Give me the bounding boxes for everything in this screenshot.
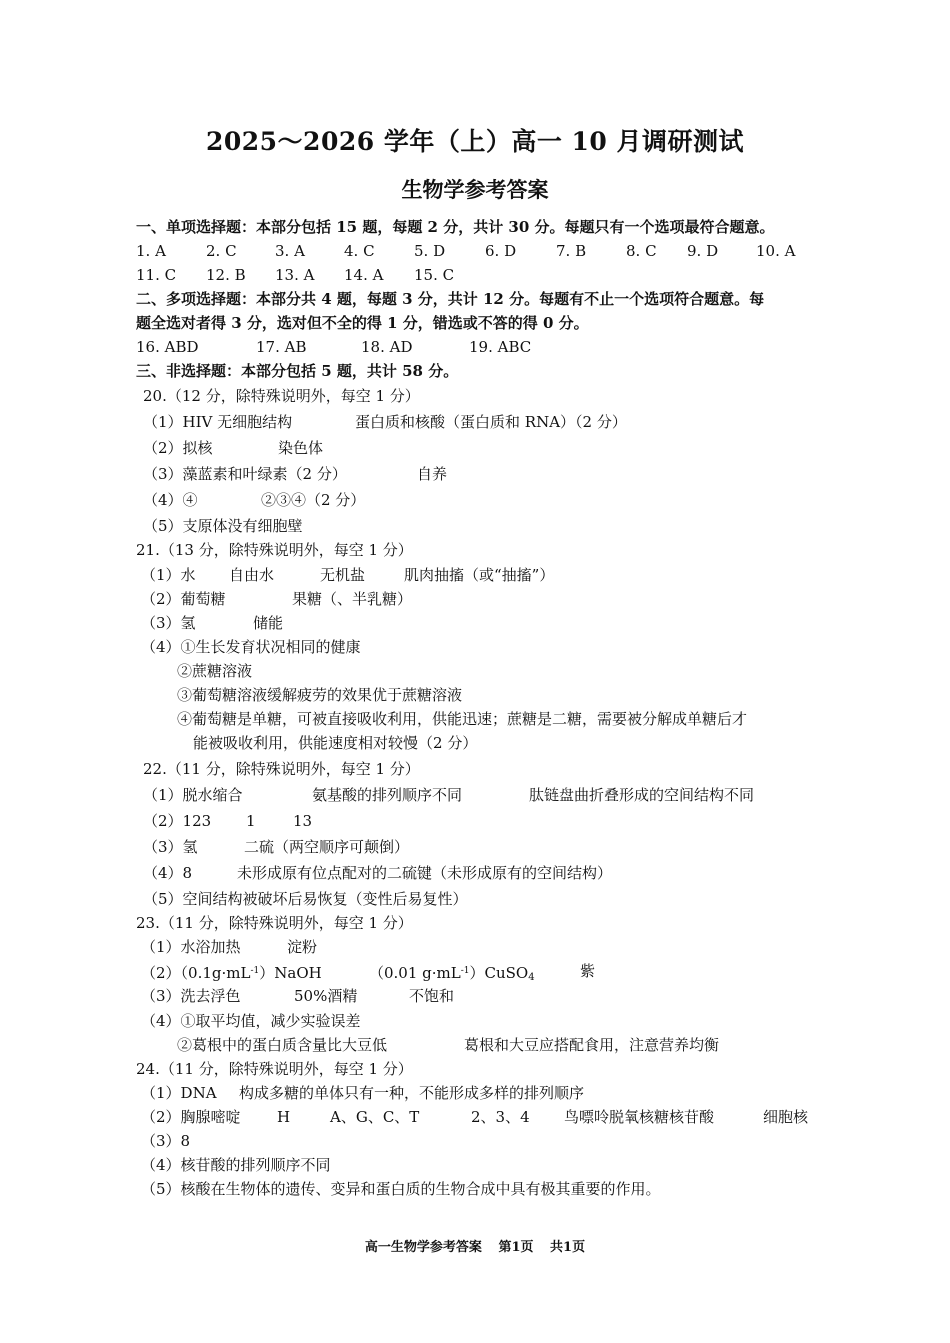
answer-text: （2）拟核: [143, 439, 213, 457]
answer-text: 肌肉抽搐（或“抽搐”）: [404, 566, 555, 584]
answer-text: ）CuSO: [469, 964, 529, 982]
answer-text: 肽链盘曲折叠形成的空间结构不同: [529, 786, 755, 804]
answer-text: 染色体: [278, 439, 324, 457]
answer-text: 二硫（两空顺序可颠倒）: [244, 838, 410, 856]
answer-text: 自由水: [229, 566, 275, 584]
answer-text: 构成多糖的单体只有一种，不能形成多样的排列顺序: [239, 1084, 585, 1102]
section2-header-line2: 题全选对者得 3 分，选对但不全的得 1 分，错选或不答的得 0 分。: [136, 314, 589, 332]
answer-text: （1）水: [141, 566, 196, 584]
q24-line5: （5）核酸在生物体的遗传、变异和蛋白质的生物合成中具有极其重要的作用。: [141, 1180, 661, 1198]
page-title: 2025～2026 学年（上）高一 10 月调研测试: [205, 127, 745, 156]
answer-item: 7. B: [556, 242, 587, 260]
answer-text: 不饱和: [409, 987, 455, 1005]
answer-text: 1: [246, 812, 256, 830]
answer-item: 16. ABD: [136, 338, 199, 356]
answer-item: 4. C: [344, 242, 375, 260]
section3-header: 三、非选择题：本部分包括 5 题，共计 58 分。: [136, 362, 459, 380]
answer-text: A、G、C、T: [330, 1108, 420, 1126]
answer-item: 12. B: [206, 266, 246, 284]
q21-line4d: ④葡萄糖是单糖，可被直接吸收利用，供能迅速；蔗糖是二糖，需要被分解成单糖后才: [177, 710, 748, 728]
q20-header: 20.（12 分，除特殊说明外，每空 1 分）: [143, 387, 420, 405]
answer-item: 9. D: [687, 242, 719, 260]
answer-text: （2）123: [143, 812, 212, 830]
answer-item: 3. A: [275, 242, 305, 260]
answer-text: ②葛根中的蛋白质含量比大豆低: [177, 1036, 388, 1054]
answer-item: 5. D: [414, 242, 446, 260]
q24-line4: （4）核苷酸的排列顺序不同: [141, 1156, 331, 1174]
subscript: 4: [528, 972, 535, 983]
q21-line4b: ②蔗糖溶液: [177, 662, 253, 680]
answer-text: 蛋白质和核酸（蛋白质和 RNA）（2 分）: [355, 413, 627, 431]
answer-item: 8. C: [626, 242, 657, 260]
answer-text: （4）④: [143, 491, 198, 509]
section2-header-line1: 二、多项选择题：本部分共 4 题，每题 3 分，共计 12 分。每题有不止一个选项符合题意。每: [136, 290, 765, 308]
answer-item: 19. ABC: [469, 338, 532, 356]
page-footer: [0, 1236, 950, 1255]
answer-text: H: [277, 1108, 291, 1126]
answer-text: （2）葡萄糖: [141, 590, 226, 608]
q21-header: 21.（13 分，除特殊说明外，每空 1 分）: [136, 541, 413, 559]
answer-text: （3）氢: [143, 838, 198, 856]
cuso4-reagent: [369, 962, 535, 987]
q21-line4a: （4）①生长发育状况相同的健康: [141, 638, 361, 656]
answer-text: 无机盐: [320, 566, 366, 584]
q22-line5: （5）空间结构被破坏后易恢复（变性后易复性）: [143, 890, 468, 908]
footer-page-number: 第1页: [498, 1240, 534, 1255]
answer-item: 6. D: [485, 242, 517, 260]
footer-page-total: 共1页: [550, 1240, 586, 1255]
answer-text: 细胞核: [763, 1108, 809, 1126]
answer-text: 葛根和大豆应搭配食用，注意营养均衡: [464, 1036, 720, 1054]
answer-text: 淀粉: [287, 938, 318, 956]
answer-text: 2、3、4: [471, 1108, 530, 1126]
naoh-reagent: [141, 962, 322, 982]
answer-text: 未形成原有位点配对的二硫键（未形成原有的空间结构）: [237, 864, 613, 882]
q20-line5: （5）支原体没有细胞壁: [143, 517, 303, 535]
answer-text: 储能: [253, 614, 284, 632]
answer-text: （3）氢: [141, 614, 196, 632]
superscript: -1: [250, 966, 260, 976]
answer-text: 氨基酸的排列顺序不同: [312, 786, 463, 804]
answer-item: 11. C: [136, 266, 177, 284]
answer-text: 鸟嘌呤脱氧核糖核苷酸: [564, 1108, 715, 1126]
answer-item: 15. C: [414, 266, 455, 284]
q21-line4c: ③葡萄糖溶液缓解疲劳的效果优于蔗糖溶液: [177, 686, 463, 704]
answer-text: （3）藻蓝素和叶绿素（2 分）: [143, 465, 347, 483]
answer-text: （1）DNA: [141, 1084, 217, 1102]
q21-line4e: 能被吸收利用，供能速度相对较慢（2 分）: [193, 734, 478, 752]
answer-text: ）NaOH: [259, 964, 322, 982]
answer-text: 紫: [580, 962, 596, 980]
answer-item: 1. A: [136, 242, 166, 260]
answer-text: （2）胸腺嘧啶: [141, 1108, 241, 1126]
q22-header: 22.（11 分，除特殊说明外，每空 1 分）: [143, 760, 420, 778]
answer-text: ②③④（2 分）: [261, 491, 366, 509]
q23-header: 23.（11 分，除特殊说明外，每空 1 分）: [136, 914, 413, 932]
answer-text: （1）HIV 无细胞结构: [143, 413, 293, 431]
section1-header: 一、单项选择题：本部分包括 15 题，每题 2 分，共计 30 分。每题只有一个选项最符合题意。: [136, 218, 775, 236]
answer-item: 14. A: [344, 266, 384, 284]
answer-text: （0.01 g·mL: [369, 964, 461, 982]
answer-text: （1）脱水缩合: [143, 786, 243, 804]
answer-text: （2）（0.1g·mL: [141, 964, 251, 982]
answer-text: 自养: [417, 465, 448, 483]
answer-item: 17. AB: [256, 338, 307, 356]
q23-line4a: （4）①取平均值，减少实验误差: [141, 1012, 361, 1030]
answer-text: 13: [293, 812, 313, 830]
q24-line3: （3）8: [141, 1132, 191, 1150]
answer-text: （4）8: [143, 864, 193, 882]
answer-text: （1）水浴加热: [141, 938, 241, 956]
answer-item: 18. AD: [361, 338, 413, 356]
q24-header: 24.（11 分，除特殊说明外，每空 1 分）: [136, 1060, 413, 1078]
answer-item: 13. A: [275, 266, 315, 284]
answer-item: 10. A: [756, 242, 796, 260]
answer-text: 果糖（、半乳糖）: [292, 590, 413, 608]
page-subtitle: 生物学参考答案: [401, 177, 549, 202]
answer-text: 50%酒精: [294, 987, 358, 1005]
answer-item: 2. C: [206, 242, 237, 260]
answer-text: （3）洗去浮色: [141, 987, 241, 1005]
superscript: -1: [460, 966, 470, 976]
footer-label: 高一生物学参考答案: [364, 1240, 482, 1255]
